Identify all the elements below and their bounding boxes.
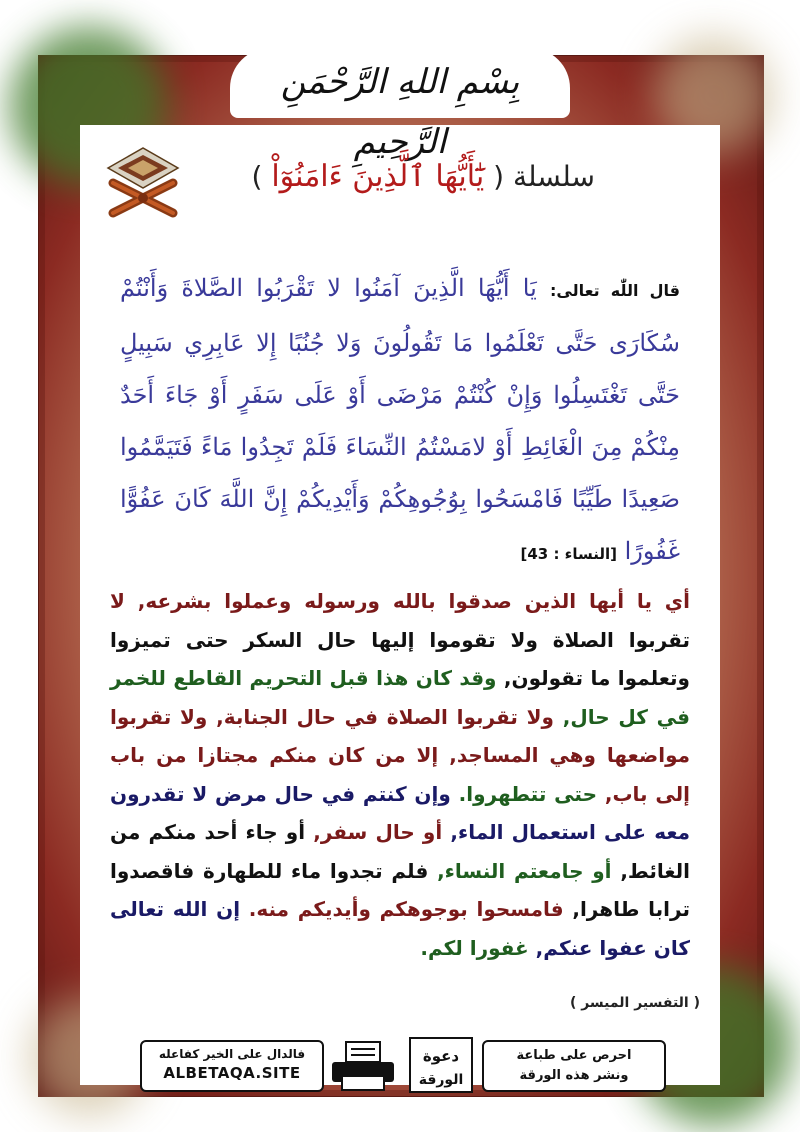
footer-print-notice: [482, 1040, 666, 1092]
basmala-calligraphy: بِسْمِ اللهِ الرَّحْمَنِ الرَّحِيمِ: [280, 62, 520, 162]
tafsir-segment: أو جامعتم النساء,: [437, 858, 612, 883]
tafsir-segment: إن الله تعالى كان عفوا عنكم,: [110, 897, 690, 960]
quran-verse: [120, 262, 681, 565]
tafsir-segment: وإن كنتم في حال مرض لا تقدرون معه على استعمال الماء,: [110, 781, 691, 844]
verse-intro: قال اللّٰه تعالى:: [550, 281, 681, 300]
footer-saying: فالدال على الخير كفاعله: [158, 1047, 306, 1061]
verse-reference: [النساء : 43]: [520, 545, 617, 563]
series-label: سلسلة: [513, 160, 595, 193]
dawat-alwaraqa-logo: [408, 1036, 474, 1094]
tafsir-segment: فامسحوا بوجوهكم وأيديكم منه.: [248, 897, 564, 921]
close-paren: ): [251, 160, 263, 193]
website-link[interactable]: ALBETAQA.SITE: [163, 1064, 301, 1082]
tafsir-source: ( التفسير الميسر ): [569, 995, 700, 1011]
tafsir-segment: وقد كان هذا قبل التحريم القاطع للخمر في كل حال,: [110, 666, 690, 729]
tafsir-segment: أي يا أيها الذين صدقوا بالله ورسوله وعملوا بشرعه, لا: [110, 589, 690, 613]
logo-word: الورقة: [418, 1072, 464, 1088]
tafsir-segment: أو جاء أحد منكم من الغائط,: [110, 820, 690, 883]
verse-text: يَا أَيُّهَا الَّذِينَ آمَنُوا لا تَقْرَبُوا الصَّلاةَ وَأَنْتُمْ سُكَارَى حَتَّى تَعْلَمُوا مَا تَقُولُونَ وَلا جُنُبًا إِلا عَابِرِي سَبِيلٍ حَتَّى تَغْتَسِلُوا وَإِنْ كُنْتُمْ مَرْضَى أَوْ عَلَى سَفَرٍ أَوْ جَاءَ أَحَدٌ مِنْكُمْ مِنَ الْغَائِطِ أَوْ لامَسْتُمُ النِّسَاءَ فَلَمْ تَجِدُوا مَاءً فَتَيَمَّمُوا صَعِيدًا طَيِّبًا فَامْسَحُوا بِوُجُوهِكُمْ وَأَيْدِيكُمْ إِنَّ اللَّهَ كَانَ عَفُوًّا غَفُورًا: [120, 274, 680, 565]
printer-icon: [328, 1040, 398, 1092]
tafsir-segment: فلم تجدوا ماء للطهارة فاقصدوا ترابا طاهرا,: [110, 858, 690, 921]
tafsir-segment: ولا تقربوا الصلاة في حال الجنابة, ولا تقربوا مواضعها وهي المساجد, إلا من كان منكم مجتازا من باب إلى باب,: [110, 704, 691, 806]
tafsir-segment: أو حال سفر,: [313, 820, 443, 844]
footer-notice-line: احرص على طباعة: [516, 1048, 632, 1063]
open-paren: (: [493, 160, 505, 193]
tafsir-segment: حتى تتطهروا.: [458, 781, 597, 806]
series-quoted-phrase: يَٰٓأَيُّهَا ٱلَّذِينَ ءَامَنُوٓاْ: [271, 159, 485, 194]
logo-word: دعوة: [422, 1047, 460, 1065]
tafsir-paragraph: [110, 582, 690, 982]
footer-notice-line: ونشر هذه الورقة: [519, 1068, 629, 1083]
series-title: [175, 152, 595, 202]
tafsir-segment: غفورا لكم.: [420, 935, 529, 960]
footer-website: [140, 1040, 324, 1092]
tafsir-segment: تقربوا الصلاة ولا تقوموا إليها حال السكر حتى تميزوا وتعلموا ما تقولون,: [110, 627, 690, 690]
